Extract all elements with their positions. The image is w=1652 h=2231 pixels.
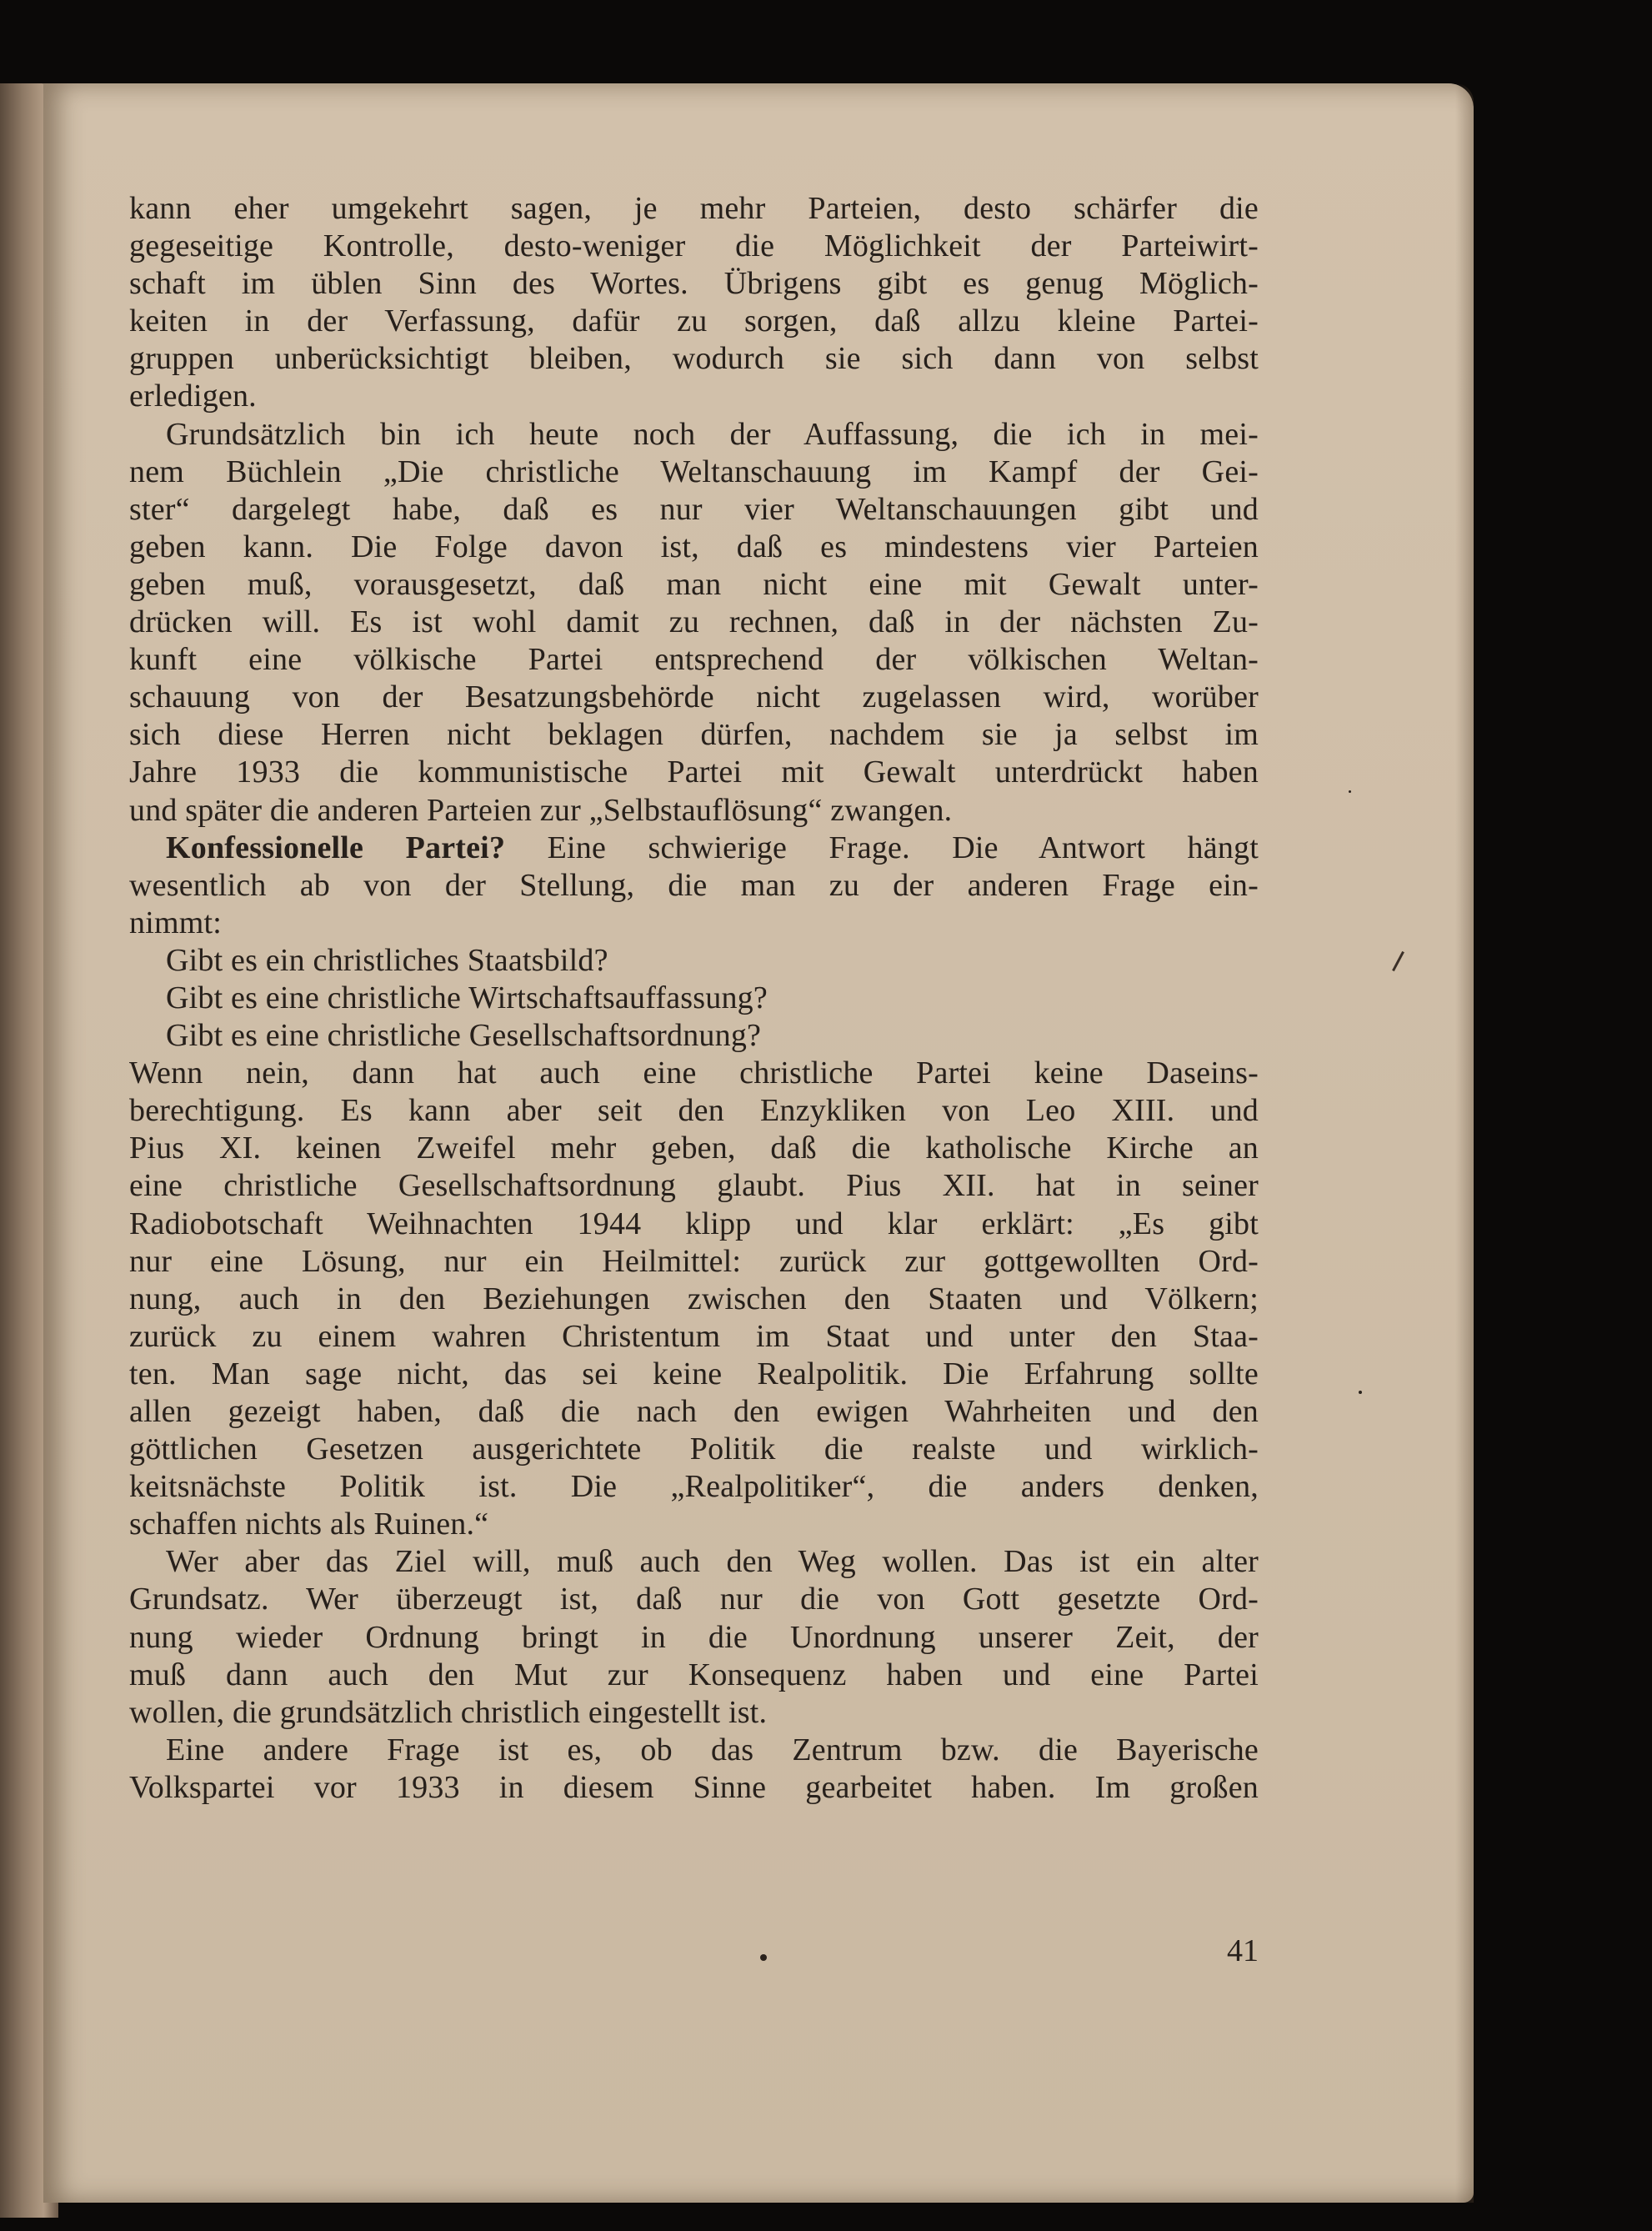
text-line-content: schauung von der Besatzungsbehörde nicht zugelassen wird, worüber	[129, 679, 1259, 715]
text-line	[129, 716, 1259, 754]
text-line	[129, 1468, 1259, 1506]
text-line-content: Gibt es ein christliches Staatsbild?	[166, 942, 608, 978]
ink-speck	[1349, 790, 1351, 793]
text-line-content: schaffen nichts als Ruinen.“	[129, 1507, 489, 1542]
text-line-content: nem Büchlein „Die christliche Weltanschauung im Kampf der Gei-	[129, 454, 1259, 489]
text-line	[129, 1281, 1259, 1318]
text-line	[129, 1506, 1259, 1543]
text-line	[129, 980, 1259, 1017]
body-text	[129, 190, 1259, 1807]
text-line	[129, 566, 1259, 604]
text-line	[129, 1055, 1259, 1092]
text-line-content: Eine schwierige Frage. Die Antwort hängt	[505, 830, 1259, 865]
page-number: 41	[1227, 1933, 1259, 1968]
text-line	[129, 1167, 1259, 1205]
text-line-content: berechtigung. Es kann aber seit den Enzykliken von Leo XIII. und	[129, 1093, 1259, 1129]
text-line	[129, 1431, 1259, 1468]
text-line-content: erledigen.	[129, 379, 257, 414]
text-line	[129, 1243, 1259, 1281]
ink-speck	[1359, 1391, 1362, 1394]
text-line-content: und später die anderen Parteien zur „Selbstauflösung“ zwangen.	[129, 792, 953, 828]
text-line	[129, 641, 1259, 679]
page-edge-shadow	[1455, 83, 1474, 2203]
text-line	[129, 1092, 1259, 1130]
text-line-content: nur eine Lösung, nur ein Heilmittel: zurück zur gottgewollten Ord-	[129, 1243, 1259, 1279]
text-line-content: gegeseitige Kontrolle, desto-weniger die Möglichkeit der Parteiwirt-	[129, 228, 1259, 264]
text-line-content: sich diese Herren nicht beklagen dürfen, nachdem sie ja selbst im	[129, 717, 1259, 753]
text-line-content: schaft im üblen Sinn des Wortes. Übrigens gibt es genug Möglich-	[129, 266, 1259, 302]
text-line-content: gruppen unberücksichtigt bleiben, wodurch sie sich dann von selbst	[129, 341, 1259, 377]
text-line-content: ten. Man sage nicht, das sei keine Realpolitik. Die Erfahrung sollte	[129, 1356, 1259, 1391]
text-line	[129, 1130, 1259, 1167]
text-line-content: wollen, die grundsätzlich christlich eingestellt ist.	[129, 1694, 768, 1730]
text-line-content: Eine andere Frage ist es, ob das Zentrum bzw. die Bayerische	[166, 1732, 1259, 1767]
text-line	[129, 340, 1259, 378]
text-line-content: allen gezeigt haben, daß die nach den ewigen Wahrheiten und den	[129, 1394, 1259, 1429]
text-line	[129, 1206, 1259, 1243]
text-line-content: göttlichen Gesetzen ausgerichtete Politik die realste und wirklich-	[129, 1431, 1259, 1467]
text-line	[129, 792, 1259, 830]
text-line-content: Radiobotschaft Weihnachten 1944 klipp und klar erklärt: „Es gibt	[129, 1206, 1259, 1241]
text-line-content: keiten in der Verfassung, dafür zu sorgen, daß allzu kleine Partei-	[129, 303, 1259, 339]
text-line	[129, 265, 1259, 303]
text-line-content: geben muß, vorausgesetzt, daß man nicht eine mit Gewalt unter-	[129, 566, 1259, 602]
text-line	[129, 679, 1259, 716]
text-line-content: eine christliche Gesellschaftsordnung glaubt. Pius XII. hat in seiner	[129, 1168, 1259, 1204]
text-line-content: Grundsätzlich bin ich heute noch der Auffassung, die ich in mei-	[166, 416, 1259, 452]
text-line	[129, 529, 1259, 566]
text-line-content: wesentlich ab von der Stellung, die man zu der anderen Frage ein-	[129, 867, 1259, 903]
text-line-content: kann eher umgekehrt sagen, je mehr Parteien, desto schärfer die	[129, 191, 1259, 226]
text-line-content: Wenn nein, dann hat auch eine christliche Partei keine Daseins-	[129, 1055, 1259, 1091]
text-line	[129, 1581, 1259, 1618]
text-line-content: Volkspartei vor 1933 in diesem Sinne gearbeitet haben. Im großen	[129, 1769, 1259, 1805]
text-line	[129, 1393, 1259, 1431]
text-line-content: nung, auch in den Beziehungen zwischen den Staaten und Völkern;	[129, 1281, 1259, 1316]
text-line-content: keitsnächste Politik ist. Die „Realpolitiker“, die anders denken,	[129, 1469, 1259, 1505]
text-line	[129, 1017, 1259, 1055]
text-line-content: nung wieder Ordnung bringt in die Unordnung unserer Zeit, der	[129, 1619, 1259, 1655]
text-line	[129, 1732, 1259, 1769]
text-line-content: Grundsatz. Wer überzeugt ist, daß nur die von Gott gesetzte Ord-	[129, 1582, 1259, 1617]
text-line	[129, 1694, 1259, 1732]
text-line-content: Wer aber das Ziel will, muß auch den Weg wollen. Das ist ein alter	[166, 1544, 1259, 1580]
text-line	[129, 604, 1259, 641]
text-line-content: geben kann. Die Folge davon ist, daß es mindestens vier Parteien	[129, 529, 1259, 564]
text-line	[129, 228, 1259, 265]
text-line	[129, 303, 1259, 340]
text-line-content: Gibt es eine christliche Gesellschaftsordnung?	[166, 1018, 762, 1054]
text-line	[129, 942, 1259, 980]
text-line-content: muß dann auch den Mut zur Konsequenz haben und eine Partei	[129, 1657, 1259, 1692]
text-line-content: Pius XI. keinen Zweifel mehr geben, daß die katholische Kirche an	[129, 1131, 1259, 1166]
text-line-content: Jahre 1933 die kommunistische Partei mit Gewalt unterdrückt haben	[129, 755, 1259, 790]
text-line-content: zurück zu einem wahren Christentum im Staat und unter den Staa-	[129, 1318, 1259, 1354]
text-line	[129, 905, 1259, 942]
text-line	[129, 1543, 1259, 1581]
text-line	[129, 416, 1259, 454]
text-line	[129, 1619, 1259, 1657]
text-line	[129, 190, 1259, 228]
text-line	[129, 1657, 1259, 1694]
text-line-content: kunft eine völkische Partei entsprechend der völkischen Weltan-	[129, 642, 1259, 678]
text-line	[129, 1318, 1259, 1356]
text-line	[129, 378, 1259, 415]
text-line	[129, 1769, 1259, 1807]
text-line	[129, 754, 1259, 791]
ink-speck	[760, 1954, 767, 1961]
text-line-content: Gibt es eine christliche Wirtschaftsauffassung?	[166, 980, 768, 1015]
text-line-content: ster“ dargelegt habe, daß es nur vier Weltanschauungen gibt und	[129, 491, 1259, 527]
text-line	[129, 454, 1259, 491]
text-line-content: nimmt:	[129, 905, 222, 940]
text-line-content: drücken will. Es ist wohl damit zu rechnen, daß in der nächsten Zu-	[129, 604, 1259, 640]
text-line	[129, 491, 1259, 529]
text-line	[129, 1356, 1259, 1393]
text-line	[129, 867, 1259, 905]
bold-heading: Konfessionelle Partei?	[166, 830, 506, 865]
text-line	[129, 830, 1259, 867]
